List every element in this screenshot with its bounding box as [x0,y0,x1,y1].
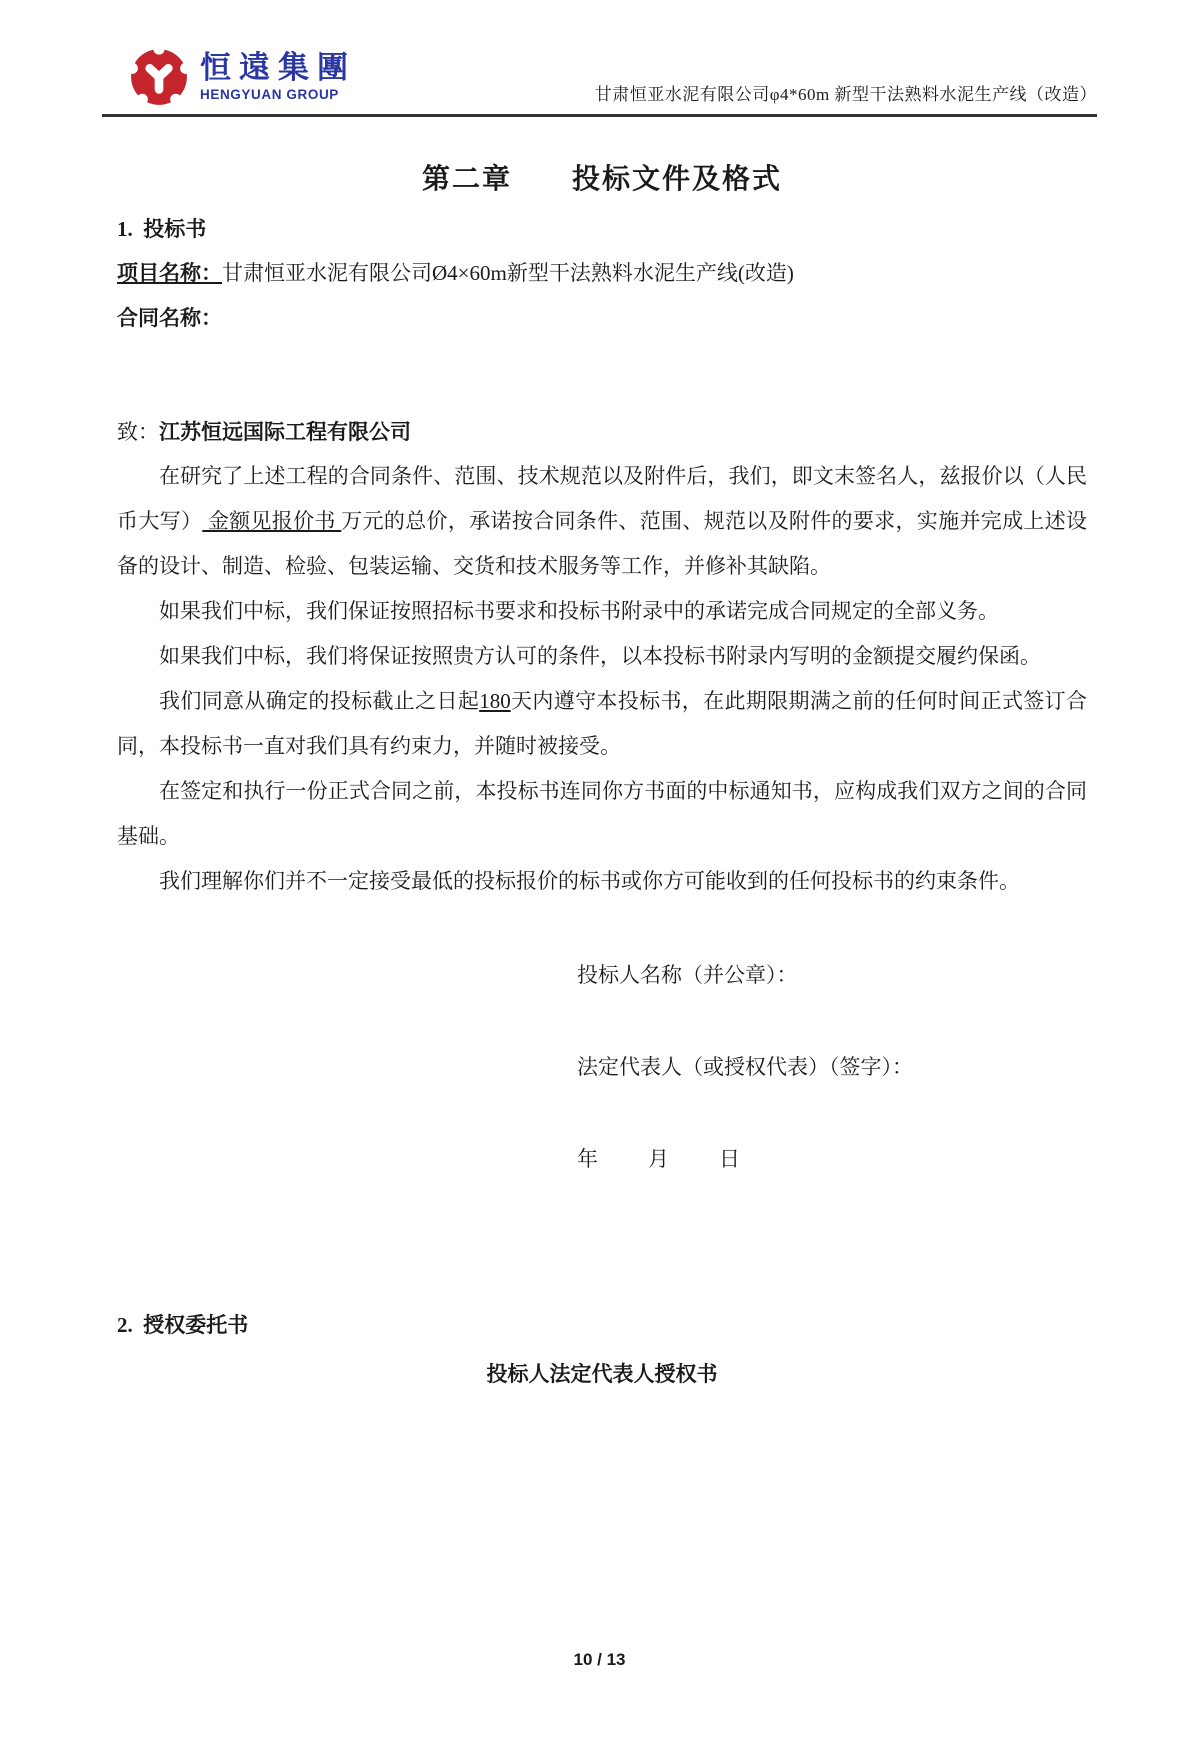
price-offer-text-pre: 在研究了上述工程的合同条件、范围、技术规范以及附件后，我们，即文末签名人，兹报价以（人民币大写） [117,464,1087,533]
date-year-label: 年 [577,1147,598,1171]
poa-subtitle: 投标人法定代表人授权书 [486,1362,718,1386]
page-number: 10 / 13 [573,1650,626,1669]
logo-text [200,49,356,103]
price-underlined-value: 金额见报价书 [202,509,342,533]
bid-validity-text-post: 天内遵守本投标书，在此期限期满之前的任何时间正式签订合同，本投标书一直对我们具有约束力，并随时被接受。 [117,689,1088,758]
paragraph-bid-validity [117,679,1087,769]
signature-block [577,953,1087,1182]
paragraph-award-obligations: 如果我们中标，我们保证按照招标书要求和投标书附录中的承诺完成合同规定的全部义务。 [159,599,999,623]
date-day-label: 日 [719,1147,740,1171]
page-header [0,0,1199,108]
project-name-value: 甘肃恒亚水泥有限公司Ø4×60m新型干法熟料水泥生产线(改造) [222,261,794,285]
paragraph-lowest-bid: 我们理解你们并不一定接受最低的投标报价的标书或你方可能收到的任何投标书的约束条件。 [159,869,1020,893]
legal-rep-line: 法定代表人（或授权代表）（签字）： [577,1055,913,1079]
paragraph-performance-bond: 如果我们中标，我们将保证按照贵方认可的条件，以本投标书附录内写明的金额提交履约保函。 [159,644,1041,668]
bidder-name-line: 投标人名称（并公章）： [577,963,798,987]
header-project-line: 甘肃恒亚水泥有限公司φ4*60m 新型干法熟料水泥生产线（改造） [594,85,1097,104]
page-footer [0,1650,1199,1670]
section-2-heading: 2. 授权委托书 [117,1313,249,1337]
header-divider [102,114,1097,117]
logo-chinese-name: 恒遠集團 [200,49,356,85]
validity-days-underlined: 180 [479,689,511,713]
price-offer-text-post: 万元的总价，承诺按合同条件、范围、规范以及附件的要求，实施并完成上述设备的设计、制造、检验、包装运输、交货和技术服务等工作，并修补其缺陷。 [117,509,1088,578]
date-month-label: 月 [648,1147,669,1171]
project-name-row [117,259,1087,287]
date-line [577,1137,1087,1182]
logo-english-name: HENGYUAN GROUP [200,87,339,103]
paragraph-contract-basis: 在签定和执行一份正式合同之前，本投标书连同你方书面的中标通知书，应构成我们双方之间的合同基础。 [117,779,1087,848]
document-body [0,163,1199,1387]
addressee-value: 江苏恒远国际工程有限公司 [159,420,411,444]
hengyuan-logo [128,46,356,108]
addressee-row [117,418,1087,446]
project-name-label: 项目名称： [117,261,222,285]
section-1-heading: 1. 投标书 [117,217,207,241]
chapter-title: 第二章 投标文件及格式 [421,164,782,195]
contract-name-label: 合同名称： [117,306,222,330]
hengyuan-logo-icon [128,46,190,108]
paragraph-price-offer [117,454,1087,589]
contract-name-row [117,304,1087,332]
addressee-label: 致： [117,420,159,444]
bid-validity-text-pre: 我们同意从确定的投标截止之日起 [159,689,480,713]
